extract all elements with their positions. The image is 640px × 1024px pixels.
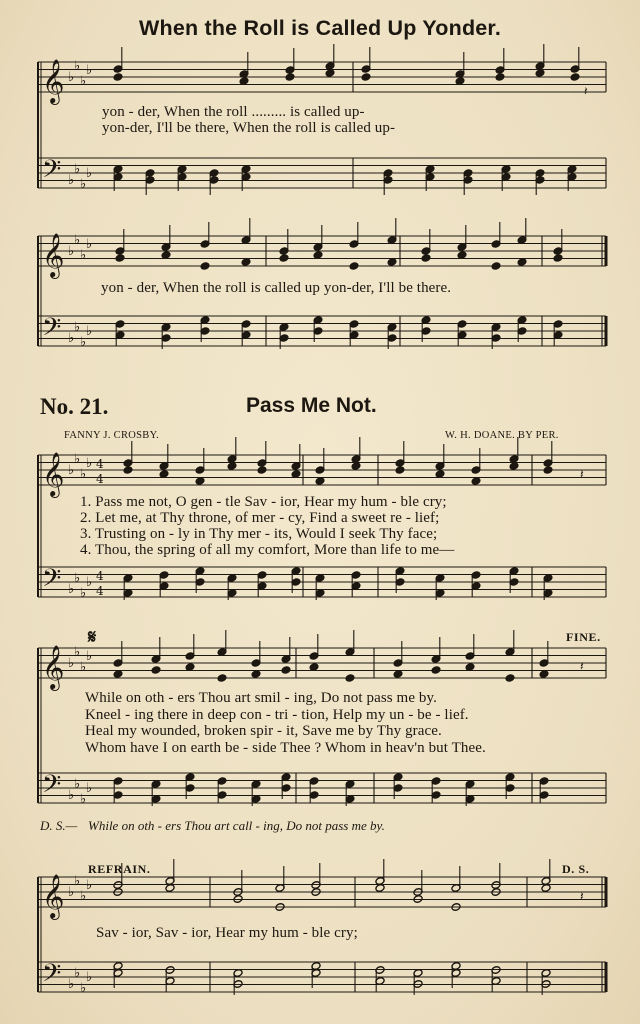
flat-sign: ♭: [74, 320, 81, 335]
bass-clef: 𝄢: [42, 564, 62, 599]
flat-sign: ♭: [68, 885, 75, 900]
bass-clef: 𝄢: [42, 770, 62, 805]
segno-sign: 𝄋: [88, 626, 97, 648]
treble-note: [345, 674, 355, 683]
flat-sign: ♭: [68, 788, 75, 803]
ds-mark: D. S.: [562, 862, 590, 876]
refrain-label: REFRAIN.: [88, 862, 151, 876]
flat-sign: ♭: [86, 575, 93, 590]
flat-sign: ♭: [68, 244, 75, 259]
bass-clef: 𝄢: [42, 155, 62, 190]
flat-sign: ♭: [80, 792, 87, 807]
flat-sign: ♭: [68, 656, 75, 671]
treble-clef: 𝄞: [42, 233, 65, 277]
flat-sign: ♭: [86, 649, 93, 664]
flat-sign: ♭: [86, 878, 93, 893]
treble-clef: 𝄞: [42, 874, 65, 918]
fine-mark: FINE.: [566, 630, 601, 644]
flat-sign: ♭: [80, 660, 87, 675]
hymn-number: No. 21.: [40, 394, 109, 419]
treble-note: [123, 466, 133, 475]
treble-clef: 𝄞: [42, 645, 65, 689]
treble-note: [217, 674, 227, 683]
flat-sign: ♭: [74, 59, 81, 74]
time-signature: 4: [96, 457, 104, 471]
flat-sign: ♭: [68, 173, 75, 188]
treble-note: [279, 254, 289, 263]
flat-sign: ♭: [86, 63, 93, 78]
lyric-line: yon - der, When the roll ......... is called up-: [102, 104, 365, 120]
chorus-line-3: Heal my wounded, broken spir - it, Save me by Thy grace.: [85, 723, 442, 739]
lyric-line: yon - der, When the roll is called up yon-der, I'll be there.: [101, 280, 452, 296]
verse-line-3: 3. Trusting on - ly in Thy mer - its, Would I seek Thy face;: [80, 526, 438, 542]
flat-sign: ♭: [80, 889, 87, 904]
flat-sign: ♭: [74, 571, 81, 586]
verse-line-4: 4. Thou, the spring of all my comfort, More than life to me—: [80, 542, 455, 558]
treble-note: [553, 254, 563, 263]
chorus-line-2: Kneel - ing there in deep con - tri - tion, Help my un - be - lief.: [85, 707, 469, 723]
bass-clef: 𝄢: [42, 313, 62, 348]
flat-sign: ♭: [86, 970, 93, 985]
flat-sign: ♭: [80, 586, 87, 601]
time-signature: 4: [96, 584, 104, 598]
flat-sign: ♭: [74, 645, 81, 660]
flat-sign: ♭: [80, 335, 87, 350]
treble-note: [281, 666, 291, 675]
treble-note: [115, 254, 125, 263]
lyricist-credit: FANNY J. CROSBY.: [64, 430, 160, 441]
flat-sign: ♭: [74, 777, 81, 792]
rest-sign: 𝄽: [580, 659, 584, 673]
treble-note: [431, 666, 441, 675]
flat-sign: ♭: [80, 177, 87, 192]
flat-sign: ♭: [68, 582, 75, 597]
verse-line-2: 2. Let me, at Thy throne, of mer - cy, Find a sweet re - lief;: [80, 510, 440, 526]
flat-sign: ♭: [86, 237, 93, 252]
flat-sign: ♭: [74, 233, 81, 248]
ds-label: D. S.—: [40, 818, 78, 833]
treble-note: [495, 73, 505, 82]
treble-note: [361, 73, 371, 82]
rest-sign: 𝄽: [584, 84, 588, 98]
hymn-title-pass-me-not: Pass Me Not.: [246, 394, 377, 417]
bass-clef: 𝄢: [42, 959, 62, 994]
flat-sign: ♭: [68, 70, 75, 85]
ds-lyric: While on oth - ers Thou art call - ing, Do not pass me by.: [88, 818, 385, 833]
flat-sign: ♭: [86, 456, 93, 471]
treble-note: [200, 262, 210, 271]
flat-sign: ♭: [74, 162, 81, 177]
hymn-title-roll-called: When the Roll is Called Up Yonder.: [139, 16, 501, 40]
rest-sign: 𝄽: [580, 467, 584, 481]
treble-note: [113, 73, 123, 82]
treble-note: [505, 674, 515, 683]
rest-sign: 𝄽: [580, 889, 584, 903]
flat-sign: ♭: [80, 248, 87, 263]
refrain-lyric: Sav - ior, Sav - ior, Hear my hum - ble cry;: [96, 925, 358, 941]
treble-note: [257, 466, 267, 475]
time-signature: 4: [96, 569, 104, 583]
lyric-line: yon-der, I'll be there, When the roll is called up-: [102, 120, 396, 136]
flat-sign: ♭: [86, 324, 93, 339]
treble-note: [543, 466, 553, 475]
flat-sign: ♭: [86, 166, 93, 181]
treble-note: [421, 254, 431, 263]
composer-credit: W. H. DOANE. BY PER.: [445, 430, 559, 441]
flat-sign: ♭: [68, 977, 75, 992]
treble-note: [395, 466, 405, 475]
treble-note: [151, 666, 161, 675]
flat-sign: ♭: [68, 463, 75, 478]
flat-sign: ♭: [86, 781, 93, 796]
treble-note: [491, 262, 501, 271]
flat-sign: ♭: [68, 331, 75, 346]
flat-sign: ♭: [74, 874, 81, 889]
flat-sign: ♭: [80, 74, 87, 89]
flat-sign: ♭: [80, 467, 87, 482]
chorus-line-4: Whom have I on earth be - side Thee ? Whom in heav'n but Thee.: [85, 740, 486, 756]
verse-line-1: 1. Pass me not, O gen - tle Sav - ior, Hear my hum - ble cry;: [80, 494, 447, 510]
treble-note: [285, 73, 295, 82]
treble-note: [349, 262, 359, 271]
flat-sign: ♭: [80, 981, 87, 996]
flat-sign: ♭: [74, 452, 81, 467]
treble-clef: 𝄞: [42, 452, 65, 496]
flat-sign: ♭: [74, 966, 81, 981]
chorus-line-1: While on oth - ers Thou art smil - ing, Do not pass me by.: [85, 690, 438, 706]
treble-note: [570, 73, 580, 82]
treble-clef: 𝄞: [42, 59, 65, 103]
time-signature: 4: [96, 472, 104, 486]
